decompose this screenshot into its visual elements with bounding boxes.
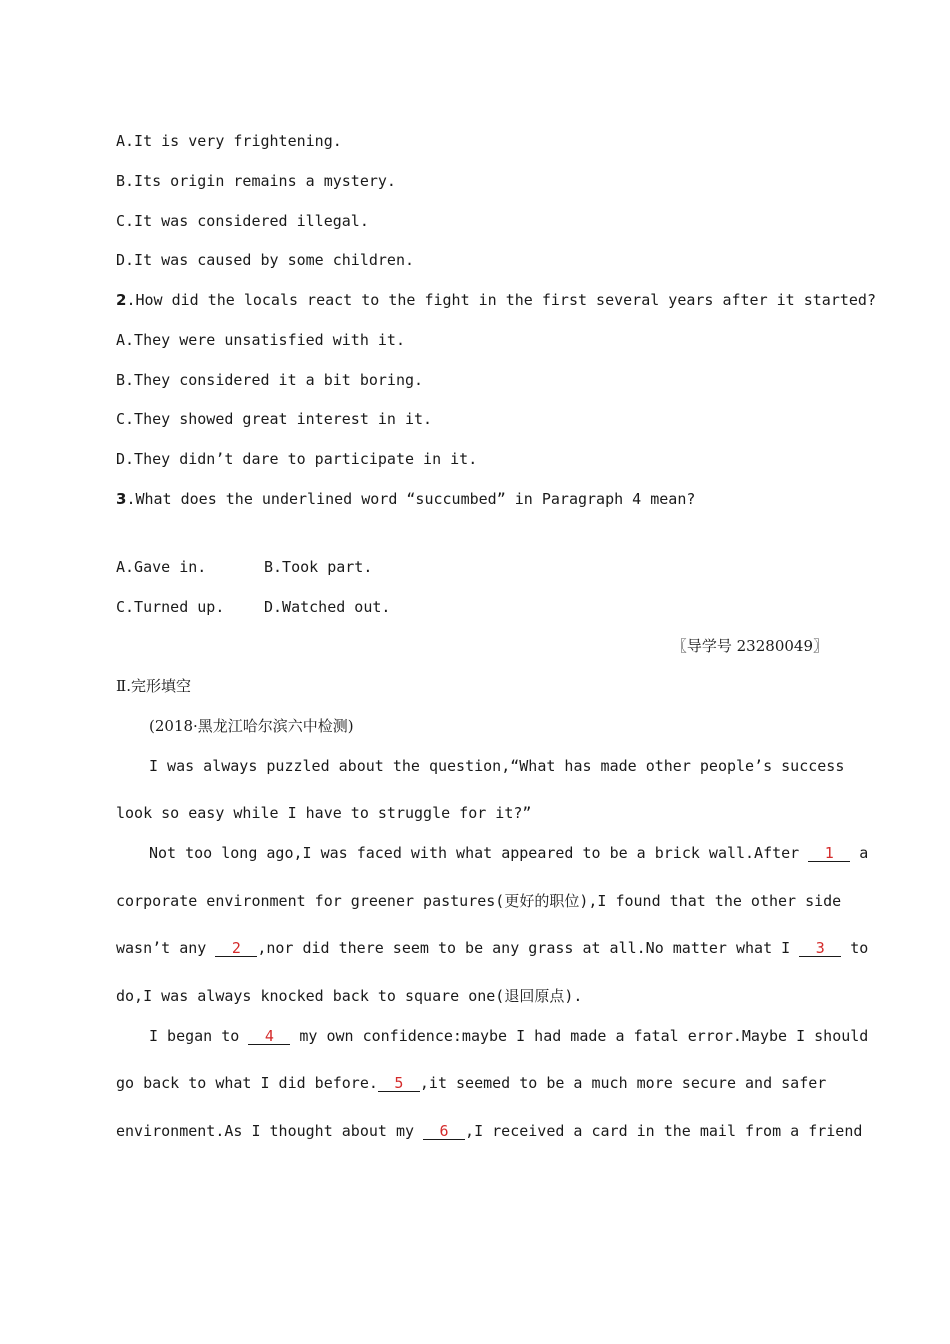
passage-line: go back to what I did before. 5 ,it seemed to be a much more secure and safer [116,1074,827,1092]
q2-question [116,290,876,310]
passage-line: Not too long ago,I was faced with what appeared to be a brick wall.After 1 a [149,844,869,862]
blank-3[interactable]: 3 [799,940,841,957]
q3-option-a: A.Gave in. [116,558,207,576]
q3-question [116,489,695,509]
blank-2[interactable]: 2 [215,940,257,957]
passage-line: I was always puzzled about the question,“What has made other people’s success [149,757,845,775]
passage-line: wasn’t any 2 ,nor did there seem to be any grass at all.No matter what I 3 to [116,939,869,957]
q2-number: 2 [116,291,127,309]
q2-option-c: C.They showed great interest in it. [116,410,433,428]
passage-line: corporate environment for greener pastures(更好的职位),I found that the other side [116,892,842,910]
passage-line: I began to 4 my own confidence:maybe I had made a fatal error.Maybe I should [149,1027,869,1045]
guide-number: 〖导学号 23280049〗 [671,637,828,655]
q2-option-a: A.They were unsatisfied with it. [116,331,405,349]
blank-1[interactable]: 1 [808,845,850,862]
q3-option-d: D.Watched out. [264,598,391,616]
q2-option-b: B.They considered it a bit boring. [116,371,424,389]
passage-line: look so easy while I have to struggle for it?” [116,804,532,822]
blank-4[interactable]: 4 [248,1028,290,1045]
q3-option-b: B.Took part. [264,558,373,576]
q3-text: .What does the underlined word “succumbed” in Paragraph 4 mean? [126,490,696,508]
q1-option-b: B.Its origin remains a mystery. [116,172,396,190]
section-source: (2018·黑龙江哈尔滨六中检测) [149,717,354,735]
q1-option-d: D.It was caused by some children. [116,251,415,269]
q1-option-c: C.It was considered illegal. [116,212,369,230]
passage-line: environment.As I thought about my 6 ,I received a card in the mail from a friend [116,1122,863,1140]
q2-option-d: D.They didn’t dare to participate in it. [116,450,478,468]
blank-6[interactable]: 6 [423,1123,465,1140]
q3-number: 3 [116,490,127,508]
q1-option-a: A.It is very frightening. [116,132,342,150]
blank-5[interactable]: 5 [378,1075,420,1092]
q3-option-c: C.Turned up. [116,598,225,616]
section-title: Ⅱ.完形填空 [116,677,191,695]
passage-line: do,I was always knocked back to square one(退回原点). [116,987,583,1005]
q2-text: .How did the locals react to the fight in the first several years after it started? [126,291,876,309]
